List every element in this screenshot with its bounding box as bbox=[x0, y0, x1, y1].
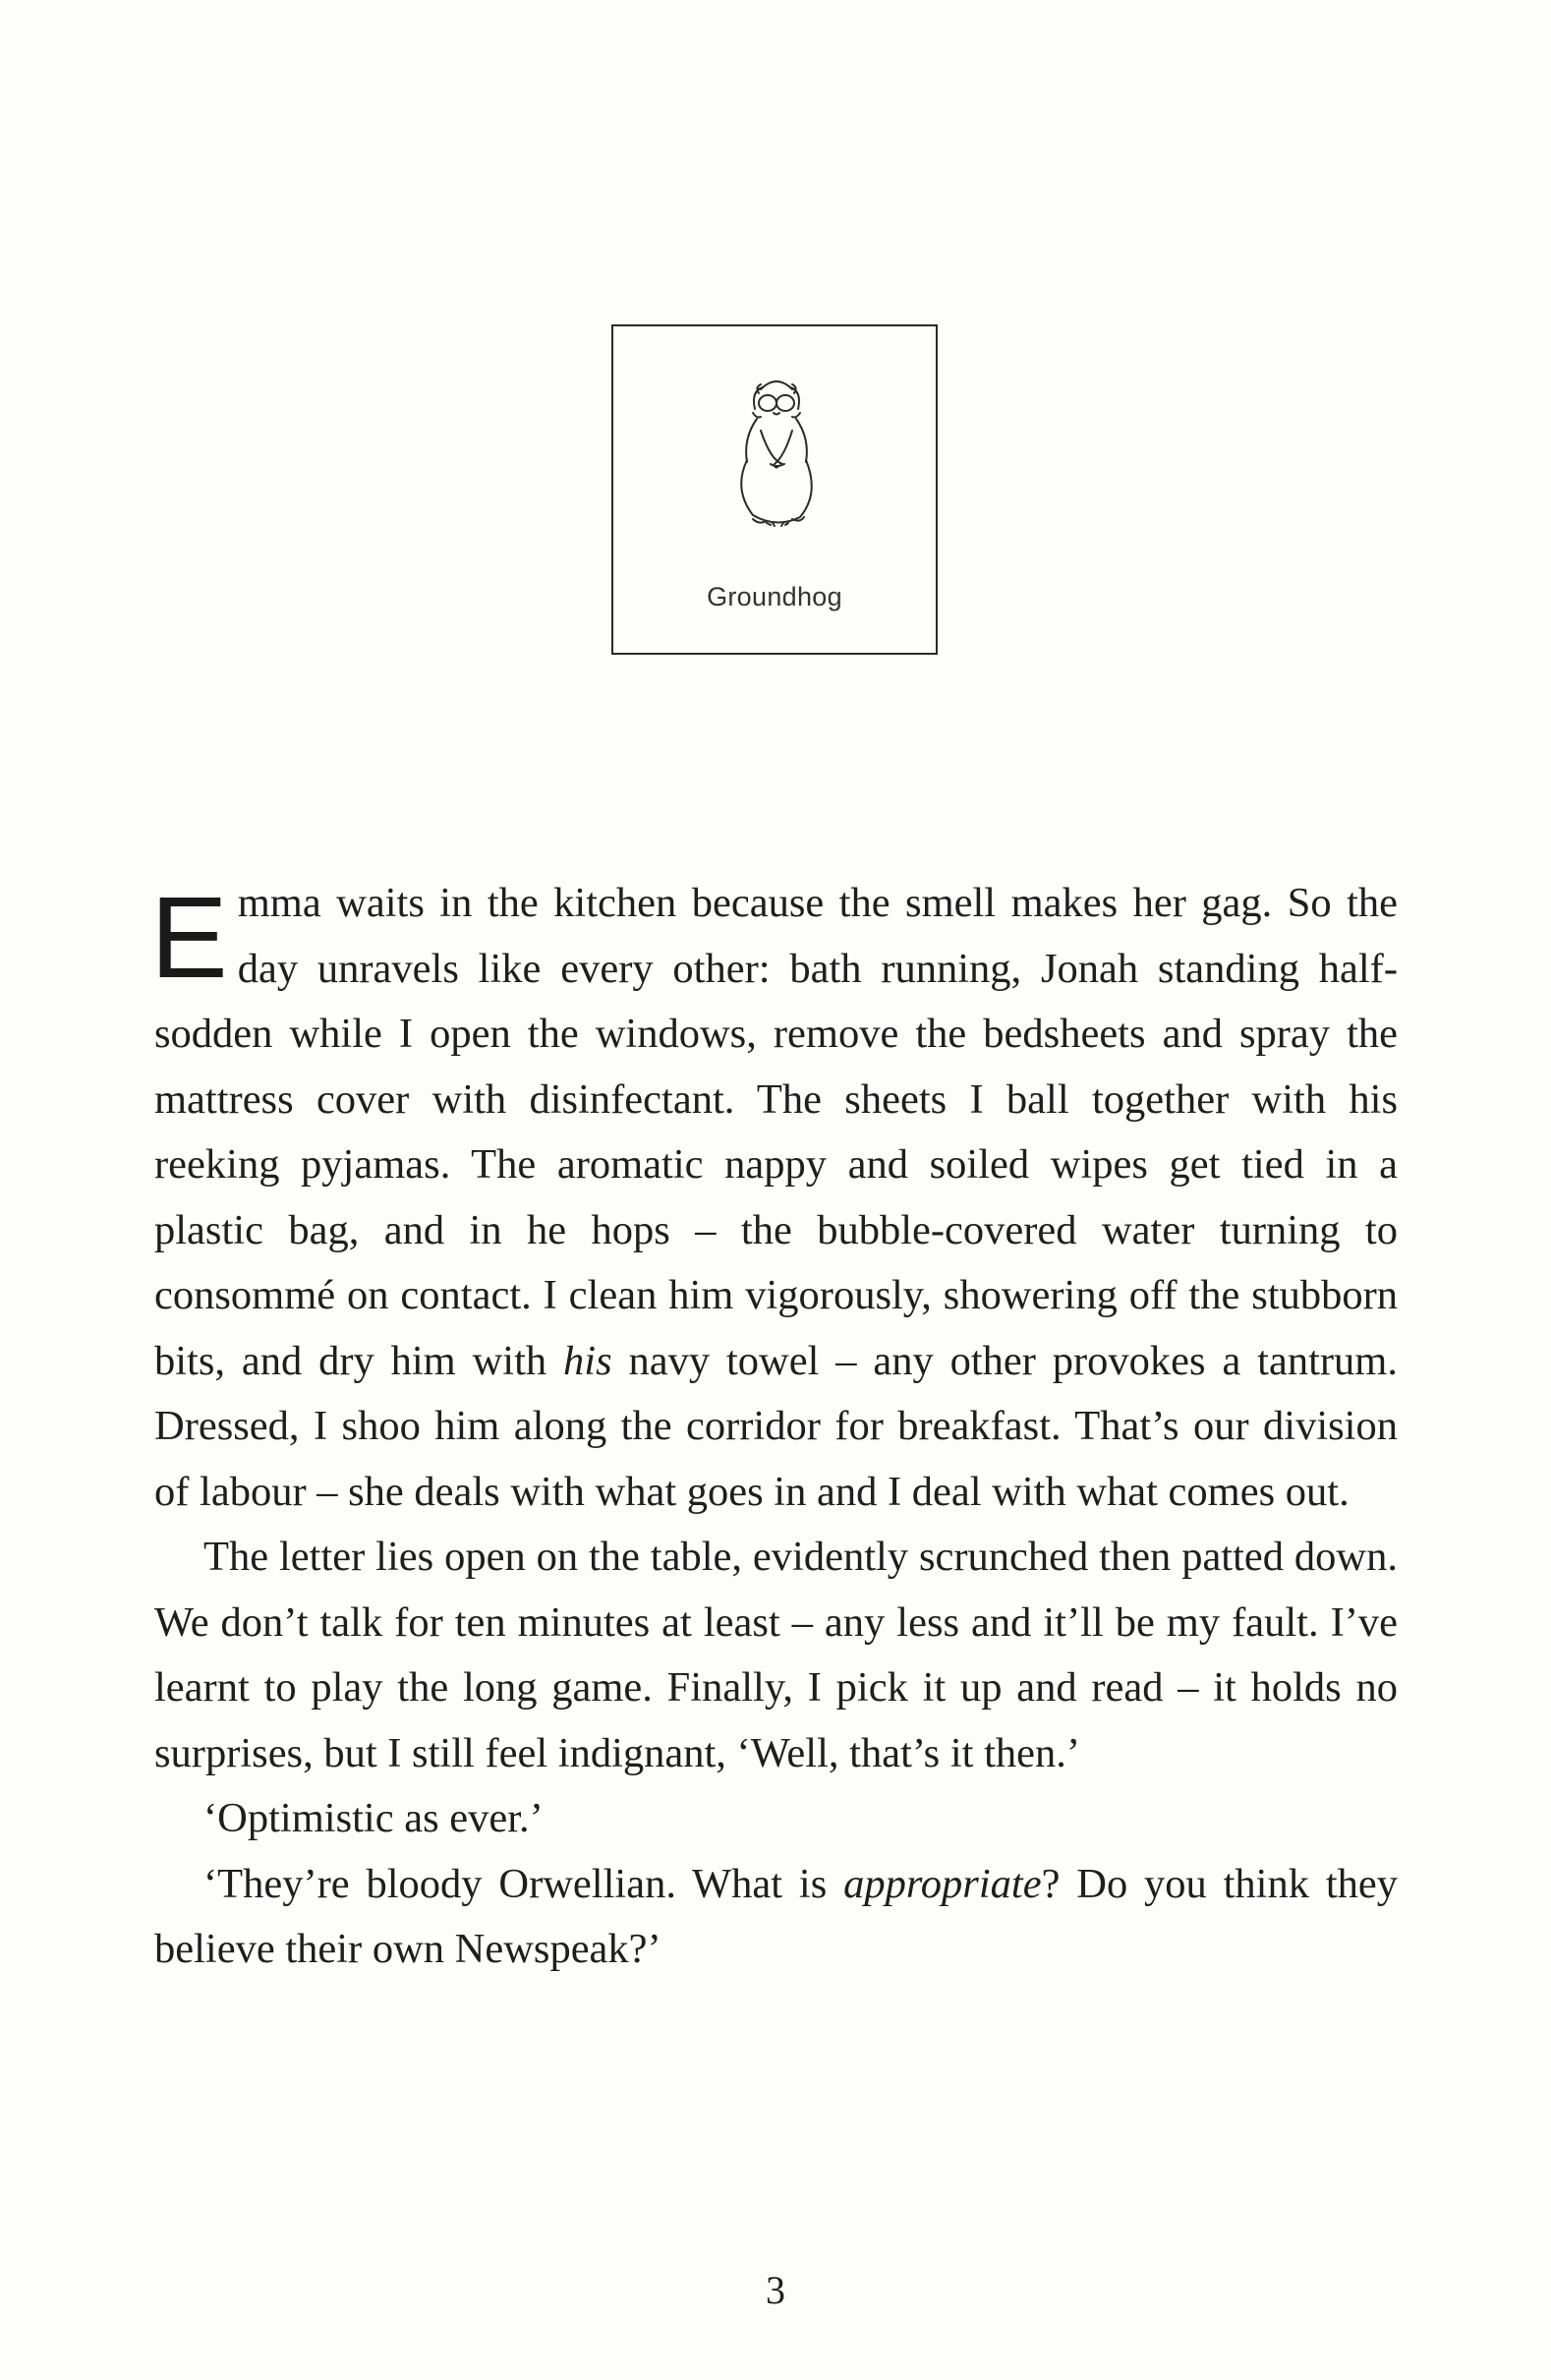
paragraph-1-text: mma waits in the kitchen because the smell makes her gag. So the day unravels like every other: bath running, Jonah standing half-sodden while I open the windows, remove the bedsheets and spray the mattress cover with disinfectant. The sheets I ball together with his reeking pyjamas. The aromatic nappy and soiled wipes get tied in a plastic bag, and in he hops – the bubble-covered water turning to consommé on contact. I clean him vigorously, showering off the stubborn bits, and dry him with bbox=[154, 880, 1398, 1384]
paragraph-4-emphasis: appropriate bbox=[843, 1860, 1042, 1907]
main-text bbox=[150, 871, 1399, 1983]
paragraph-1 bbox=[150, 871, 1398, 1525]
chapter-heading-box bbox=[611, 324, 938, 655]
page-number: 3 bbox=[766, 2268, 785, 2312]
groundhog-illustration bbox=[712, 354, 841, 541]
paragraph-4-text: ‘They’re bloody Orwellian. What is bbox=[203, 1860, 844, 1907]
chapter-title: Groundhog bbox=[707, 582, 842, 611]
paragraph-1-text-end: navy towel – any other provokes a tantrum. Dressed, I shoo him along the corridor for breakfast. That’s our division of labour – she deals with what goes in and I deal with what comes out. bbox=[154, 1337, 1398, 1515]
paragraph-2: The letter lies open on the table, evidently scrunched then patted down. We don’t talk for ten minutes at least – any less and it’ll be my fault. I’ve learnt to play the long game. Finally, I pick it up and read – it holds no surprises, but I still feel indignant, ‘Well, that’s it then.’ bbox=[154, 1534, 1398, 1776]
paragraph-1-emphasis: his bbox=[563, 1337, 612, 1384]
drop-cap: E bbox=[150, 873, 228, 1003]
paragraph-3: ‘Optimistic as ever.’ bbox=[203, 1795, 544, 1841]
paragraph-4 bbox=[154, 1852, 1398, 1983]
paragraph-4-text-end: ? Do you think they believe their own Newspeak?’ bbox=[154, 1860, 1399, 1972]
